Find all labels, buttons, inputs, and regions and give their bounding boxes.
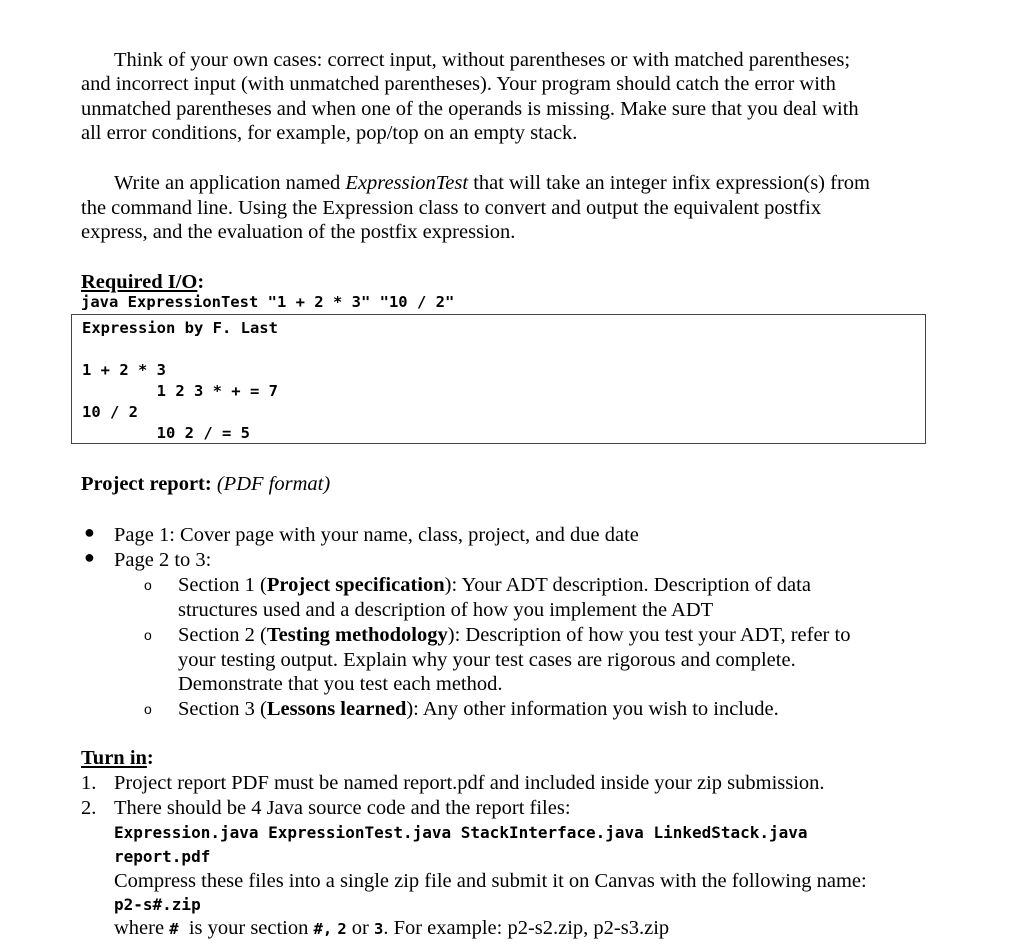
output-line: 10 2 / = 5	[82, 424, 250, 442]
project-report-heading: Project report: (PDF format)	[81, 473, 331, 495]
required-io-heading: Required I/O:	[81, 271, 205, 293]
turn-in-item: Project report PDF must be named report.pdf and included inside your zip submission.	[114, 772, 825, 794]
command-line: java ExpressionTest "1 + 2 * 3" "10 / 2"	[81, 293, 455, 311]
compress-instruction: Compress these files into a single zip file and submit it on Canvas with the following name:	[114, 870, 867, 892]
section-item-cont: your testing output. Explain why your test cases are rigorous and complete.	[178, 649, 796, 671]
intro-line: and incorrect input (with unmatched parentheses). Your program should catch the error with	[81, 73, 836, 95]
turn-in-item: There should be 4 Java source code and the report files:	[114, 797, 571, 819]
bullet-icon: ●	[84, 547, 95, 567]
circle-bullet-icon: o	[144, 577, 152, 593]
section-item-cont: Demonstrate that you test each method.	[178, 673, 503, 695]
section-item: Section 2 (Testing methodology): Description of how you test your ADT, refer to	[178, 624, 851, 646]
file-list: Expression.java ExpressionTest.java StackInterface.java LinkedStack.java	[114, 823, 808, 842]
intro-line: all error conditions, for example, pop/top on an empty stack.	[81, 122, 578, 144]
section-item: Section 1 (Project specification): Your ADT description. Description of data	[178, 574, 811, 596]
output-line: 10 / 2	[82, 403, 138, 421]
bullet-item: Page 2 to 3:	[114, 549, 212, 571]
app-name: ExpressionTest	[345, 172, 469, 194]
section-item-cont: structures used and a description of how you implement the ADT	[178, 599, 714, 621]
zip-name: p2-s#.zip	[114, 895, 201, 914]
app-desc-line: Write an application named ExpressionTest that will take an integer infix expression(s) from	[114, 172, 870, 194]
output-line: 1 + 2 * 3	[82, 361, 166, 379]
output-line: 1 2 3 * + = 7	[82, 382, 278, 400]
app-desc-line: express, and the evaluation of the postfix expression.	[81, 221, 516, 243]
circle-bullet-icon: o	[144, 627, 152, 643]
section-example: where # is your section #, 2 or 3. For example: p2-s2.zip, p2-s3.zip	[114, 917, 670, 939]
app-desc-line: the command line. Using the Expression class to convert and output the equivalent postfix	[81, 197, 822, 219]
file-list: report.pdf	[114, 847, 211, 866]
list-number: 1.	[81, 772, 97, 794]
bullet-item: Page 1: Cover page with your name, class, project, and due date	[114, 524, 639, 546]
intro-line: unmatched parentheses and when one of the operands is missing. Make sure that you deal with	[81, 98, 859, 120]
output-line: Expression by F. Last	[82, 319, 278, 337]
circle-bullet-icon: o	[144, 701, 152, 717]
bullet-icon: ●	[84, 522, 95, 542]
sample-output-box	[71, 314, 926, 444]
turn-in-heading: Turn in:	[81, 747, 154, 769]
list-number: 2.	[81, 797, 97, 819]
intro-line: Think of your own cases: correct input, without parentheses or with matched parentheses;	[114, 49, 851, 71]
section-item: Section 3 (Lessons learned): Any other information you wish to include.	[178, 698, 779, 720]
